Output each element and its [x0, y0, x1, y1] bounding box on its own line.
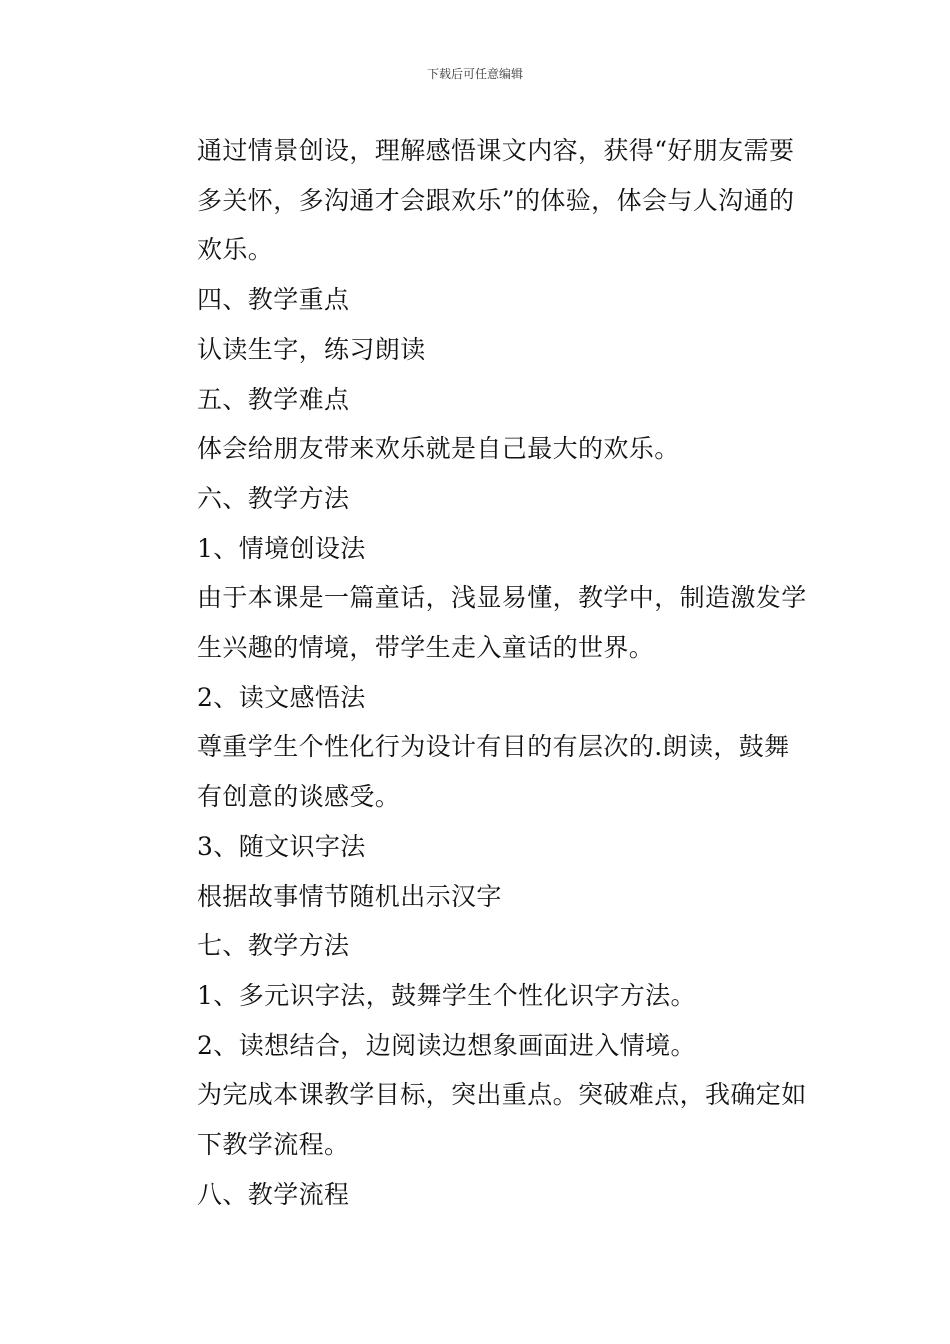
heading-teaching-difficulty: 五、教学难点 — [197, 384, 350, 414]
learning-method-item-1: 1、多元识字法，鼓舞学生个性化识字方法。 — [197, 980, 696, 1010]
heading-teaching-focus: 四、教学重点 — [197, 285, 350, 315]
heading-teaching-methods: 六、教学方法 — [197, 483, 350, 513]
paragraph-objective: 通过情景创设，理解感悟课文内容，获得“好朋友需要多关怀，多沟通才会跟欢乐”的体验，体会与人沟通的欢乐。 — [197, 136, 795, 265]
heading-teaching-process: 八、教学流程 — [197, 1179, 350, 1209]
method-item-1-desc: 由于本课是一篇童话，浅显易懂，教学中，制造激发学生兴趣的情境，带学生走入童话的世界。 — [197, 583, 807, 663]
method-item-3: 3、随文识字法 — [197, 831, 366, 861]
page-header-note: 下载后可任意编辑 — [426, 67, 523, 81]
document-body — [145, 126, 810, 1219]
paragraph-process-intro: 为完成本课教学目标，突出重点。突破难点，我确定如下教学流程。 — [197, 1080, 807, 1160]
method-item-2: 2、读文感悟法 — [197, 682, 366, 712]
learning-method-item-2: 2、读想结合，边阅读边想象画面进入情境。 — [197, 1030, 696, 1060]
method-item-3-desc: 根据故事情节随机出示汉字 — [197, 881, 502, 911]
paragraph-teaching-focus: 认读生字，练习朗读 — [197, 334, 426, 364]
method-item-1: 1、情境创设法 — [197, 533, 366, 563]
method-item-2-desc: 尊重学生个性化行为设计有目的有层次的.朗读，鼓舞有创意的谈感受。 — [197, 732, 790, 812]
paragraph-teaching-difficulty: 体会给朋友带来欢乐就是自己最大的欢乐。 — [197, 434, 680, 464]
heading-learning-methods: 七、教学方法 — [197, 931, 350, 961]
